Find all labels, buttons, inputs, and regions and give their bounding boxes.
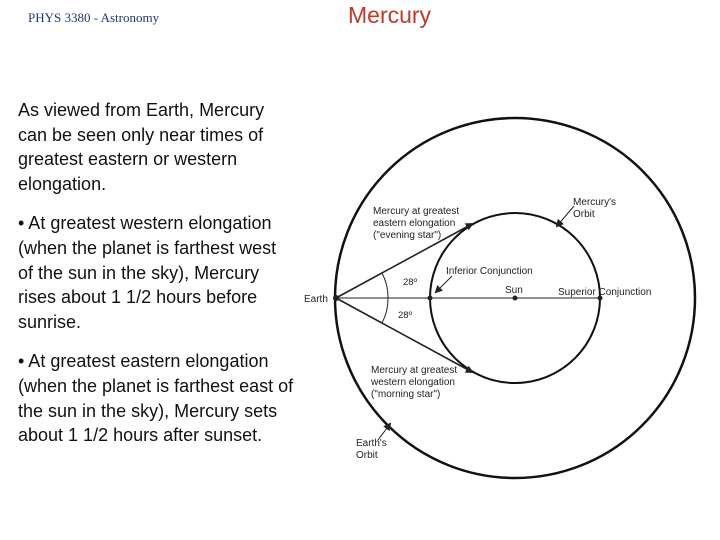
earth-dot — [333, 295, 339, 301]
earth-label: Earth — [304, 294, 328, 305]
intro-paragraph: As viewed from Earth, Mercury can be seen only near times of greatest eastern or western elongation. — [18, 100, 265, 194]
eastern-elongation-label: Mercury at greatest eastern elongation ("evening star") — [373, 206, 460, 241]
angle-label-top: 28º — [403, 277, 418, 288]
inferior-conjunction-label: Inferior Conjunction — [446, 266, 533, 277]
sun-dot — [513, 296, 518, 301]
slide-title: Mercury — [348, 2, 432, 28]
angle-arc-top — [382, 273, 388, 298]
angle-label-bottom: 28º — [398, 310, 413, 321]
earth-orbit-label: Earth's Orbit — [356, 438, 387, 461]
superior-conjunction-label: Superior Conjunction — [558, 287, 652, 298]
inferior-conjunction-dot — [428, 296, 433, 301]
mercury-orbit-pointer — [557, 206, 574, 226]
inferior-pointer — [436, 276, 452, 292]
western-elongation-bullet: • At greatest western elongation (when the planet is farthest west of the sun in the sky), Mercury rises about 1 1/2 hours before sunrise. — [18, 213, 277, 332]
course-name: PHYS 3380 - Astronomy — [28, 10, 160, 25]
western-elongation-label: Mercury at greatest western elongation ("morning star") — [371, 365, 458, 400]
angle-arc-bottom — [382, 298, 388, 323]
sun-label: Sun — [505, 285, 523, 296]
eastern-elongation-bullet: • At greatest eastern elongation (when the planet is farthest east of the sun in the sky), Mercury sets about 1 1/2 hours after sunset. — [18, 351, 294, 446]
mercury-orbit-label: Mercury's Orbit — [573, 197, 617, 220]
